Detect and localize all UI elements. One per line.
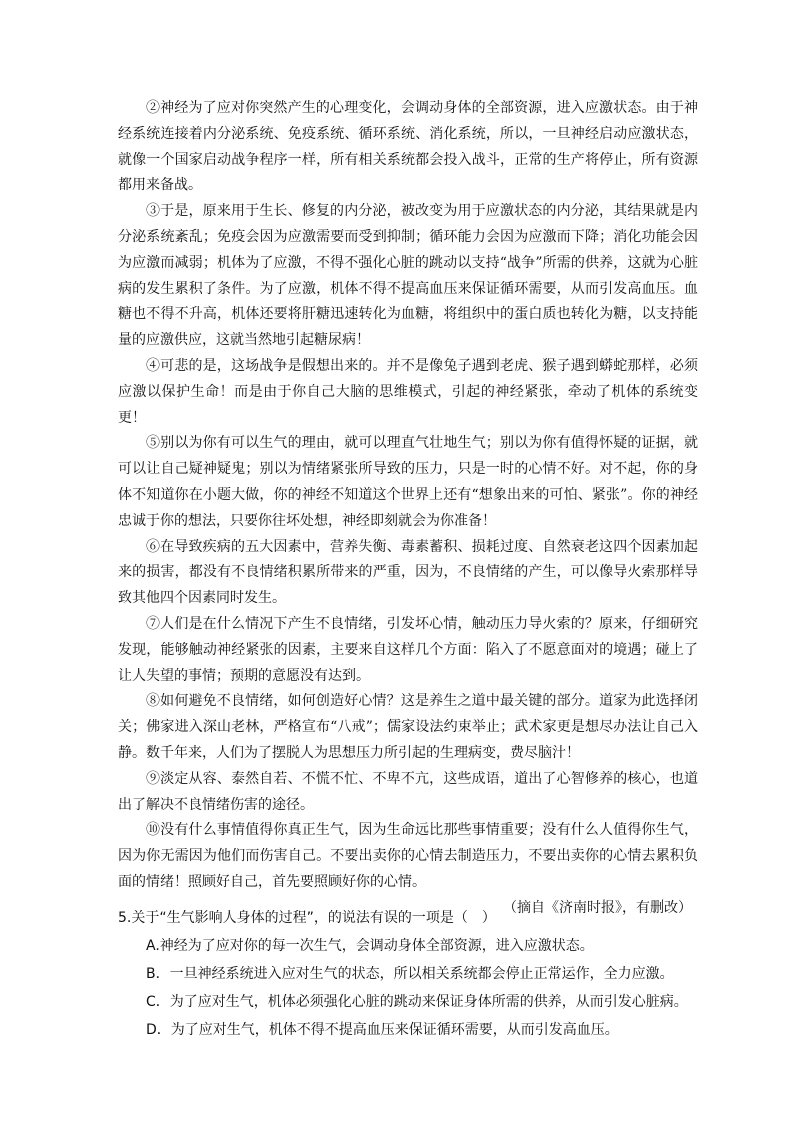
passage-paragraph-5: ⑤别以为你有可以生气的理由，就可以理直气壮地生气；别以为你有值得怀疑的证据，就可以让自己疑神疑鬼；别以为情绪紧张所导致的压力，只是一时的心情不好。对不起，你的身体不知道你在小题大做，你的神经不知道这个世界上还有“想象出来的可怕、紧张”。你的神经忠诚于你的想法，只要你往坏处想，神经即刻就会为你准备！	[118, 435, 698, 529]
passage-paragraph-7: ⑦人们是在什么情况下产生不良情绪，引发坏心情，触动压力导火索的？原来，仔细研究发现，能够触动神经紧张的因素，主要来自这样几个方面：陷入了不愿意面对的境遇；碰上了让人失望的事情；预期的意愿没有达到。	[118, 615, 698, 684]
reading-passage	[118, 96, 698, 922]
question-5	[118, 904, 708, 1044]
option-b: B．一旦神经系统进入应对生气的状态，所以相关系统都会停止正常运作，全力应激。	[146, 966, 674, 982]
passage-paragraph-8: ⑧如何避免不良情绪，如何创造好心情？这是养生之道中最关键的部分。道家为此选择闭关；佛家进入深山老林，严格宣布“八戒”；儒家设法约束举止；武术家更是想尽办法让自己入静。数千年来，人们为了摆脱人为思想压力所引起的生理病变，费尽脑汁！	[118, 693, 698, 761]
option-a: A.神经为了应对你的每一次生气，会调动身体全部资源，进入应激状态。	[146, 938, 594, 954]
option-d: D．为了应对生气，机体不得不提高血压来保证循环需要，从而引发高血压。	[146, 1022, 619, 1038]
passage-paragraph-6: ⑥在导致疾病的五大因素中，营养失衡、毒素蓄积、损耗过度、自然衰老这四个因素加起来的损害，都没有不良情绪积累所带来的严重，因为，不良情绪的产生，可以像导火索那样导致其他四个因素同时发生。	[118, 538, 698, 607]
passage-paragraph-4: ④可悲的是，这场战争是假想出来的。并不是像兔子遇到老虎、猴子遇到蟒蛇那样，必须应激以保护生命！而是由于你自己大脑的思维模式，引起的神经紧张，牵动了机体的系统变更！	[118, 357, 698, 426]
option-c: C．为了应对生气，机体必须强化心脏的跳动来保证身体所需的供养，从而引发心脏病。	[146, 994, 688, 1010]
passage-paragraph-2: ②神经为了应对你突然产生的心理变化，会调动身体的全部资源，进入应激状态。由于神经系统连接着内分泌系统、免疫系统、循环系统、消化系统，所以，一旦神经启动应激状态，就像一个国家启动战争程序一样，所有相关系统都会投入战斗，正常的生产将停止，所有资源都用来备战。	[118, 100, 698, 194]
question-stem: 5.关于“生气影响人身体的过程”，的说法有误的一项是（ ）	[118, 910, 496, 926]
passage-paragraph-10: ⑩没有什么事情值得你真正生气，因为生命远比那些事情重要；没有什么人值得你生气，因为你无需因为他们而伤害自己。不要出卖你的心情去制造压力，不要出卖你的心情去累积负面的情绪！照顾好自己，首先要照顾好你的心情。	[118, 822, 698, 890]
passage-paragraph-9: ⑨淡定从容、泰然自若、不慌不忙、不卑不亢，这些成语，道出了心智修养的核心，也道出了解决不良情绪伤害的途径。	[118, 770, 698, 813]
passage-source: （摘自《济南时报》，有删改）	[503, 899, 692, 916]
passage-paragraph-3: ③于是，原来用于生长、修复的内分泌，被改变为用于应激状态的内分泌，其结果就是内分泌系统紊乱；免疫会因为应激需要而受到抑制；循环能力会因为应激而下降；消化功能会因为应激而减弱；机体为了应激，不得不强化心脏的跳动以支持“战争”所需的供养，这就为心脏病的发生累积了条件。为了应激，机体不得不提高血压来保证循环需要，从而引发高血压。血糖也不得不升高，机体还要将肝糖迅速转化为血糖，将组织中的蛋白质也转化为糖，以支持能量的应激供应，这就当然地引起糖尿病！	[118, 203, 698, 349]
